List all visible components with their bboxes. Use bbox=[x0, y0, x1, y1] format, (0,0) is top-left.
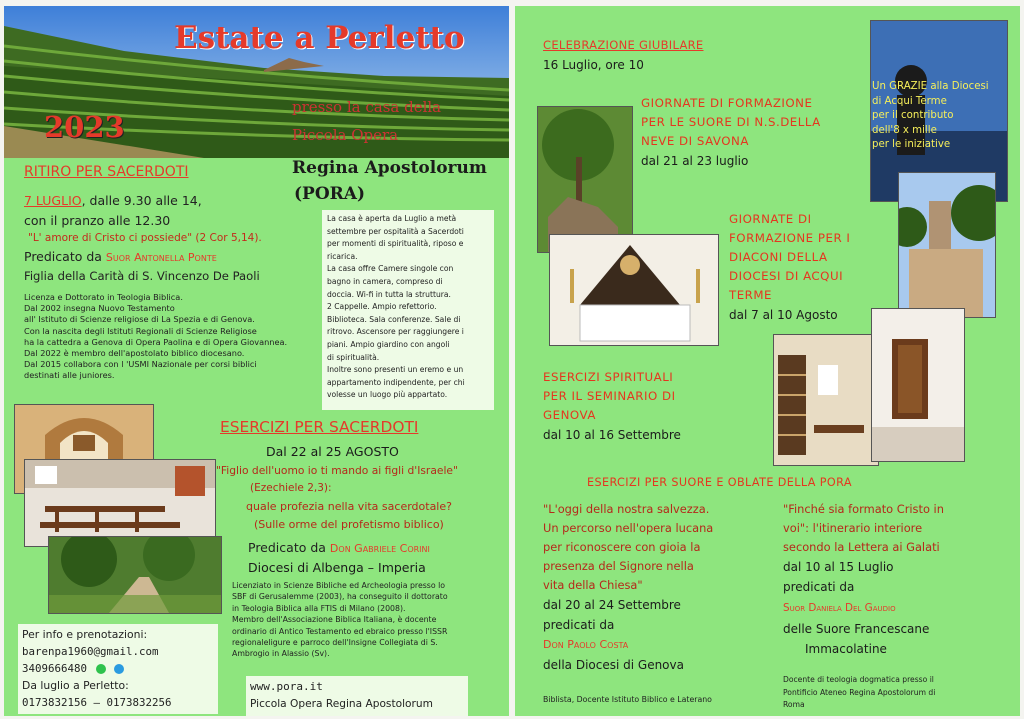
ritiro-bio-line: Dal 2002 insegna Nuovo Testamento bbox=[24, 303, 175, 314]
ritiro-preacher-org: Figlia della Carità di S. Vincenzo De Paoli bbox=[24, 269, 260, 283]
ritiro-heading: RITIRO PER SACERDOTI bbox=[24, 164, 189, 180]
casa-info-line: Inoltre sono presenti un eremo e un bbox=[327, 365, 464, 375]
telegram-icon bbox=[114, 664, 124, 674]
seminario-heading bbox=[543, 368, 676, 425]
contact-perletto-phones[interactable]: 0173832156 — 0173832256 bbox=[22, 696, 172, 709]
grazie-text bbox=[872, 80, 989, 153]
casa-info-line: di spiritualità. bbox=[327, 352, 380, 362]
ritiro-preacher bbox=[24, 249, 217, 264]
ritiro-bio-line: all' Istituto di Scienze religiose di La Spezia e di Genova. bbox=[24, 314, 255, 325]
esercizi-bio-line: regionaleligure e parroco dell'Insigne Collegiata di S. bbox=[232, 638, 438, 648]
col1-name: Don Paolo Costa bbox=[543, 638, 629, 651]
seminario-line: ESERCIZI SPIRITUALI bbox=[543, 370, 674, 384]
contact-phone[interactable]: 3409666480 bbox=[22, 662, 88, 675]
col1-org: della Diocesi di Genova bbox=[543, 658, 684, 672]
casa-info-line: per momenti di spiritualità, riposo e bbox=[327, 239, 464, 249]
esercizi-quote-1: "Figlio dell'uomo io ti mando ai figli d'Israele" bbox=[216, 464, 458, 477]
grazie-line: Un GRAZIE alla Diocesi bbox=[872, 81, 989, 92]
casa-info-line: ricarica. bbox=[327, 251, 358, 261]
ritiro-pranzo: con il pranzo alle 12.30 bbox=[24, 213, 171, 228]
giornate-diaconi-line: DIACONI DELLA bbox=[729, 250, 828, 264]
giornate-diaconi-line: FORMAZIONE PER I bbox=[729, 231, 851, 245]
library-photo bbox=[773, 334, 879, 466]
castle-photo bbox=[898, 172, 996, 318]
giornate-suore-line: PER LE SUORE DI N.S.DELLA bbox=[641, 115, 821, 129]
col2-predicati: predicati da bbox=[783, 580, 855, 594]
col1-quote-line: per riconoscere con gioia la bbox=[543, 540, 701, 554]
refectory-photo bbox=[24, 459, 216, 547]
esercizi-preacher bbox=[248, 540, 430, 555]
year-label: 2023 bbox=[44, 110, 125, 144]
col2-bio-line: Roma bbox=[783, 700, 805, 710]
right-flyer-page bbox=[515, 6, 1020, 716]
esercizi-preacher-name: Don Gabriele Corini bbox=[329, 542, 430, 555]
giornate-suore-line: NEVE DI SAVONA bbox=[641, 134, 749, 148]
giornate-suore-heading bbox=[641, 94, 821, 151]
web-org-name: Piccola Opera Regina Apostolorum bbox=[250, 698, 433, 710]
whatsapp-icon bbox=[96, 664, 106, 674]
ritiro-bio-line: destinati alle juniores. bbox=[24, 370, 115, 381]
esercizi-sacerdoti-dates: Dal 22 al 25 AGOSTO bbox=[266, 444, 399, 459]
col1-quote-line: presenza del Signore nella bbox=[543, 559, 694, 573]
col1-predicati: predicati da bbox=[543, 618, 615, 632]
col2-org-1: delle Suore Francescane bbox=[783, 622, 930, 636]
giornate-diaconi-line: GIORNATE DI bbox=[729, 212, 812, 226]
contact-label: Per info e prenotazioni: bbox=[22, 628, 148, 641]
grazie-line: per le iniziative bbox=[872, 139, 951, 151]
regina-label: Regina Apostolorum bbox=[292, 158, 487, 178]
ritiro-preacher-name: Suor Antonella Ponte bbox=[105, 251, 217, 264]
contact-phone-row bbox=[22, 662, 124, 675]
ritiro-bio-line: Con la nascita degli Istituti Regionali di Scienze Religiose bbox=[24, 325, 257, 336]
ritiro-date bbox=[24, 193, 202, 208]
col1-quote-line: vita della Chiesa" bbox=[543, 578, 643, 592]
col2-org-2: Immacolatine bbox=[805, 642, 887, 656]
giornate-diaconi-date: dal 7 al 10 Agosto bbox=[729, 308, 838, 322]
ritiro-preacher-label: Predicato da bbox=[24, 249, 102, 264]
col2-quote-line: "Finché sia formato Cristo in bbox=[783, 502, 944, 516]
grazie-line: di Acqui Terme bbox=[872, 95, 947, 107]
altar-photo bbox=[549, 234, 719, 346]
ritiro-bio-line: ha la cattedra a Genova di Opera Paolina e di Opera Giovannea. bbox=[24, 336, 288, 347]
giornate-diaconi-line: TERME bbox=[729, 288, 772, 302]
esercizi-sacerdoti-heading: ESERCIZI PER SACERDOTI bbox=[220, 418, 419, 436]
ritiro-bio bbox=[24, 292, 324, 382]
esercizi-bio-line: in Teologia Biblica alla FTIS di Milano (2008). bbox=[232, 603, 406, 613]
casa-info-line: La casa è aperta da Luglio a metà bbox=[327, 214, 457, 223]
casa-info-line: ritrovo. Ascensore per raggiungere i bbox=[327, 327, 464, 337]
left-flyer-page bbox=[4, 6, 509, 716]
grazie-line: dell'8 x mille bbox=[872, 124, 937, 136]
casa-info-text bbox=[327, 213, 497, 402]
casa-info-line: bagno in camera, compreso di bbox=[327, 276, 443, 286]
esercizi-quote-2: (Ezechiele 2,3): bbox=[250, 482, 332, 494]
esercizi-bio-line: ordinario di Antico Testamento ed ebraico presso l'ISSR bbox=[232, 626, 448, 636]
celebrazione-heading: CELEBRAZIONE GIUBILARE bbox=[543, 38, 704, 52]
col2-bio bbox=[783, 674, 935, 712]
col2-quote bbox=[783, 500, 944, 557]
celebrazione-date: 16 Luglio, ore 10 bbox=[543, 58, 644, 72]
esercizi-bio-line: SBF di Gerusalemme (2003), ha conseguito il dottorato bbox=[232, 592, 448, 602]
giornate-diaconi-heading bbox=[729, 210, 850, 305]
ritiro-date-time: , dalle 9.30 alle 14, bbox=[81, 193, 202, 208]
casa-info-line: La casa offre Camere singole con bbox=[327, 264, 454, 274]
contact-perletto-label: Da luglio a Perletto: bbox=[22, 679, 129, 692]
giornate-diaconi-line: DIOCESI DI ACQUI bbox=[729, 269, 844, 283]
garden-photo bbox=[48, 536, 222, 614]
col2-dates: dal 10 al 15 Luglio bbox=[783, 560, 894, 574]
grazie-line: per il contributo bbox=[872, 110, 954, 122]
col2-bio-line: Pontificio Ateneo Regina Apostolorum di bbox=[783, 687, 936, 697]
flyer-title: Estate a Perletto bbox=[174, 20, 465, 56]
suore-heading: ESERCIZI PER SUORE E OBLATE DELLA PORA bbox=[587, 476, 852, 489]
col1-quote-line: Un percorso nell'opera lucana bbox=[543, 521, 714, 535]
giornate-suore-date: dal 21 al 23 luglio bbox=[641, 154, 749, 168]
corridor-photo bbox=[871, 308, 965, 462]
hermitage-photo bbox=[537, 106, 633, 253]
col2-quote-line: secondo la Lettera ai Galati bbox=[783, 540, 940, 554]
col2-bio-line: Docente di teologia dogmatica presso il bbox=[783, 675, 934, 684]
esercizi-preacher-label: Predicato da bbox=[248, 540, 326, 555]
casa-info-line: appartamento indipendente, per chi bbox=[327, 377, 465, 387]
col1-bio: Biblista, Docente Istituto Biblico e Laterano bbox=[543, 695, 712, 704]
casa-info-line: 2 Cappelle. Ampio refettorio. bbox=[327, 302, 437, 312]
col2-quote-line: voi": l'itinerario interiore bbox=[783, 521, 923, 535]
col1-dates: dal 20 al 24 Settembre bbox=[543, 598, 681, 612]
ritiro-bio-line: Licenza e Dottorato in Teologia Biblica. bbox=[24, 292, 183, 302]
ritiro-bio-line: Dal 2015 collabora con l 'USMI Nazionale per corsi biblici bbox=[24, 359, 257, 370]
esercizi-bio bbox=[232, 580, 502, 660]
col1-quote bbox=[543, 500, 713, 595]
giornate-suore-line: GIORNATE DI FORMAZIONE bbox=[641, 96, 813, 110]
esercizi-quote-4: (Sulle orme del profetismo biblico) bbox=[254, 518, 444, 531]
contact-email[interactable]: barenpa1960@gmail.com bbox=[22, 645, 159, 658]
presso-line-1: presso la casa della bbox=[292, 98, 442, 116]
esercizi-bio-line: Licenziato in Scienze Bibliche ed Archeologia presso lo bbox=[232, 581, 446, 590]
seminario-date: dal 10 al 16 Settembre bbox=[543, 428, 681, 442]
esercizi-preacher-org: Diocesi di Albenga – Imperia bbox=[248, 560, 426, 575]
seminario-line: GENOVA bbox=[543, 408, 596, 422]
presso-line-2: Piccola Opera bbox=[292, 126, 399, 144]
col2-name: Suor Daniela Del Gaudio bbox=[783, 602, 896, 614]
casa-info-line: piani. Ampio giardino con angoli bbox=[327, 339, 450, 349]
seminario-line: PER IL SEMINARIO DI bbox=[543, 389, 676, 403]
esercizi-bio-line: Ambrogio in Alassio (Sv). bbox=[232, 649, 330, 659]
casa-info-line: Biblioteca. Sala conferenze. Sale di bbox=[327, 314, 461, 324]
ritiro-bio-line: Dal 2022 è membro dell'apostolato biblico diocesano. bbox=[24, 348, 245, 359]
esercizi-quote-3: quale profezia nella vita sacerdotale? bbox=[246, 500, 452, 513]
esercizi-bio-line: Membro dell'Associazione Biblica Italiana, è docente bbox=[232, 615, 437, 625]
casa-info-line: settembre per ospitalità a Sacerdoti bbox=[327, 226, 464, 236]
casa-info-line: volesse un luogo più appartato. bbox=[327, 390, 448, 400]
web-url[interactable]: www.pora.it bbox=[250, 680, 323, 693]
ritiro-quote: "L' amore di Cristo ci possiede" (2 Cor 5,14). bbox=[28, 232, 262, 244]
pora-label: (PORA) bbox=[294, 184, 365, 204]
ritiro-date-day: 7 LUGLIO bbox=[24, 193, 82, 208]
col1-quote-line: "L'oggi della nostra salvezza. bbox=[543, 502, 710, 516]
casa-info-line: doccia. Wi-fi in tutta la struttura. bbox=[327, 289, 451, 299]
